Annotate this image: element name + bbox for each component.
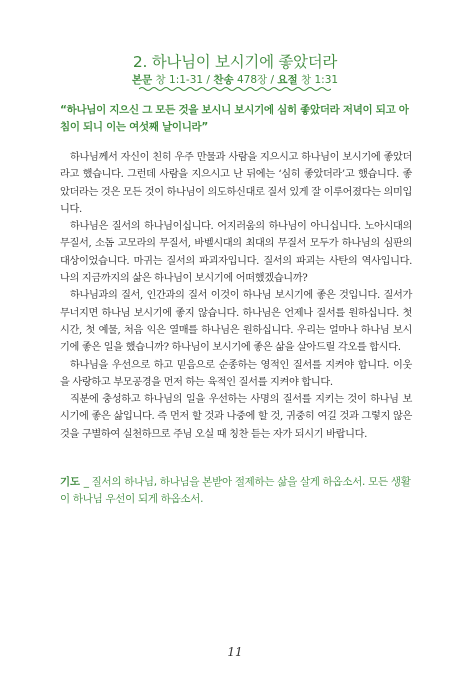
paragraph: 하나님께서 자신이 친히 우주 만물과 사람을 지으시고 하나님이 보시기에 좋았더라고 했습니다. 그런데 사람을 지으시고 난 뒤에는 ‘심히 좋았더라’고 했습니다. 좋았더라는 것은 모든 것이 하나님이 의도하신대로 질서 있게 잘 이루어졌다는 의미입니다. xyxy=(60,152,412,215)
body-text xyxy=(60,149,412,443)
verse-label: 요절 xyxy=(277,74,298,86)
key-verse-quote: “하나님이 지으신 그 모든 것을 보시니 보시기에 심히 좋았더라 저녁이 되고 아침이 되니 이는 여섯째 날이니라” xyxy=(60,104,409,133)
paragraph: 하나님과의 질서, 인간과의 질서 이것이 하나님 보시기에 좋은 것입니다. 질서가 무너지면 하나님 보시기에 좋지 않습니다. 하나님은 언제나 질서를 원하십니다. 첫 시간, 첫 예물, 처음 익은 열매를 하나님은 원하십니다. 우리는 얼마나 하나님 보시기에 좋은 일을 했습니까? 하나님이 보시기에 좋은 삶을 살아드릴 각오를 합시다. xyxy=(60,290,412,354)
prayer-text: _ 질서의 하나님, 하나님을 본받아 절제하는 삶을 살게 하옵소서. 모든 생활이 하나님 우선이 되게 하옵소서. xyxy=(60,476,411,505)
verse-ref: 창 1:31 xyxy=(301,74,339,86)
hymn-number: 478장 xyxy=(236,74,268,86)
hymn-label: 찬송 xyxy=(213,74,234,86)
prayer xyxy=(60,474,412,508)
paragraph: 직분에 충성하고 하나님의 일을 우선하는 사명의 질서를 지키는 것이 하나님 보시기에 좋은 삶입니다. 즉 먼저 할 것과 나중에 할 것, 귀중히 여길 것과 그렇지 않은 것을 구별하여 실천하므로 주님 오실 때 칭찬 듣는 자가 되시기 바랍니다. xyxy=(60,394,412,440)
prayer-label: 기도 xyxy=(60,476,80,488)
page-number: 11 xyxy=(227,645,243,659)
paragraph: 하나님은 질서의 하나님이십니다. 어지러움의 하나님이 아니십니다. 노아시대의 무질서, 소돔 고모라의 무질서, 바벨시대의 최대의 무질서 모두가 하나님의 심판의 대상이었습니다. 마귀는 질서의 파괴자입니다. 질서의 파괴는 사탄의 역사입니다. 나의 지금까지의 삶은 하나님이 보시기에 어떠했겠습니까? xyxy=(60,221,412,285)
scripture-meta xyxy=(0,72,470,87)
passage-label: 본문 xyxy=(131,74,153,86)
paragraph: 하나님을 우선으로 하고 믿음으로 순종하는 영적인 질서를 지켜야 합니다. 이웃을 사랑하고 부모공경을 먼저 하는 육적인 질서를 지켜야 합니다. xyxy=(60,359,412,388)
wavy-divider xyxy=(139,86,331,92)
meta-separator: / xyxy=(206,74,210,86)
passage-ref: 창 1:1-31 xyxy=(155,74,204,86)
page-title: 2. 하나님이 보시기에 좋았더라 xyxy=(132,53,338,71)
meta-separator: / xyxy=(270,74,275,86)
